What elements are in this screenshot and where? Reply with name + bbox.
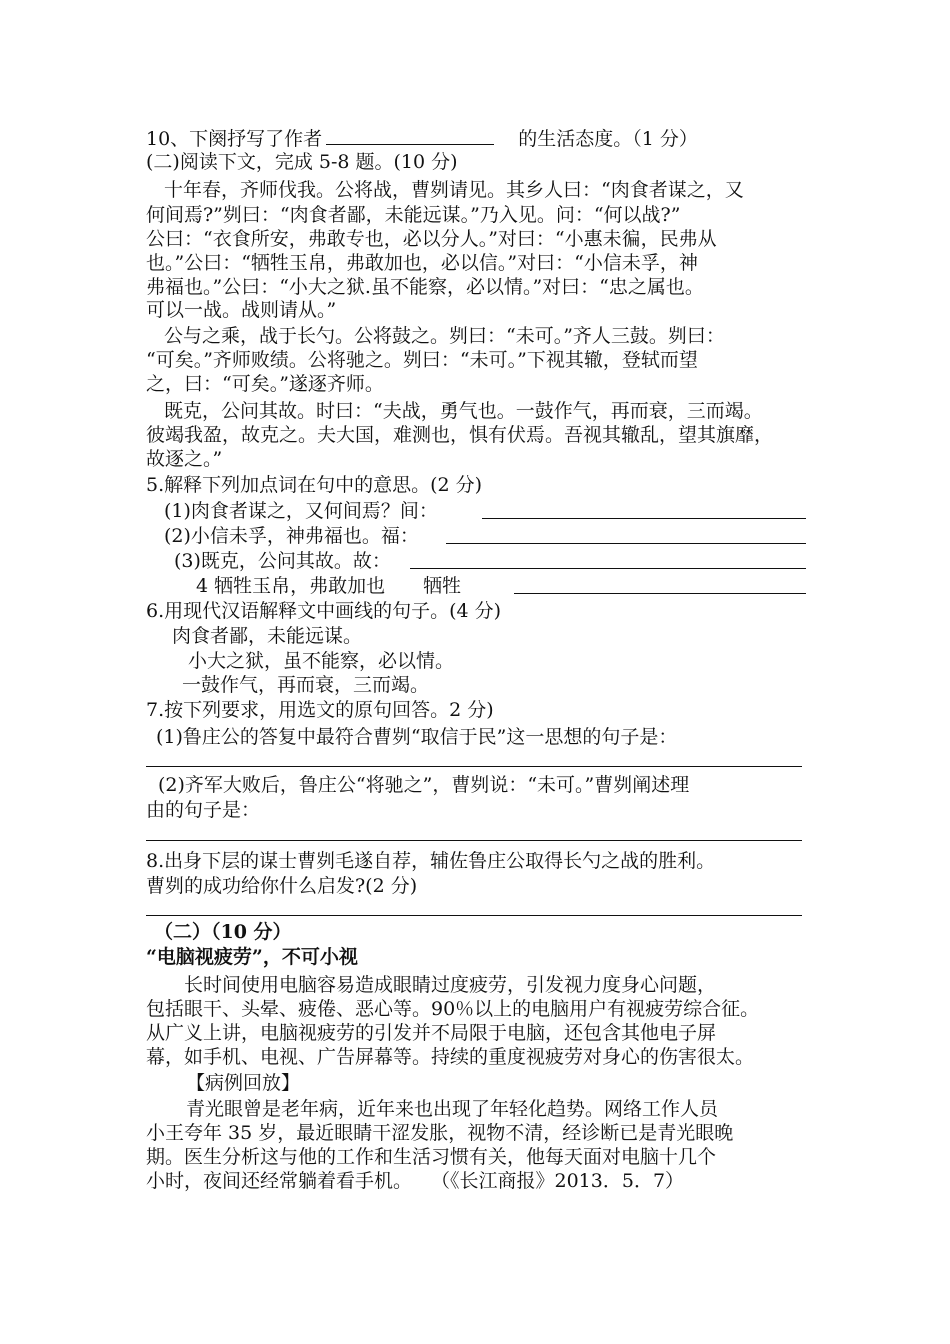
q10-answer-blank[interactable] xyxy=(326,126,494,145)
article-line: 包括眼干、头晕、疲倦、恶心等。90％以上的电脑用户有视疲劳综合征。 xyxy=(146,998,760,1020)
article-line: 青光眼曾是老年病，近年来也出现了年轻化趋势。网络工作人员 xyxy=(186,1098,719,1120)
passage-line: 公曰：“衣食所安，弗敢专也，必以分人。”对曰：“小惠未徧，民弗从 xyxy=(146,228,717,250)
article-title: “电脑视疲劳”，不可小视 xyxy=(146,946,358,968)
q5-answer-line-2[interactable] xyxy=(446,543,806,544)
q7-heading: 7.按下列要求，用选文的原句回答。2 分) xyxy=(146,699,494,721)
article-line: 幕，如手机、电视、广告屏幕等。持续的重度视疲劳对身心的伤害很太。 xyxy=(146,1046,755,1068)
article-line: 小时，夜间还经常躺着看手机。 （《长江商报》2013．5．7） xyxy=(146,1170,685,1192)
q7-item-2: (2)齐军大败后，鲁庄公“将驰之”，曹刿说：“未可。”曹刿阐述理 xyxy=(158,774,690,796)
q10-tail: 的生活态度。（1 分） xyxy=(518,128,698,150)
q5-answer-line-3[interactable] xyxy=(410,568,806,569)
q5-item-2: (2)小信未孚，神弗福也。福： xyxy=(164,525,419,547)
passage-line: 何间焉?”刿曰：“肉食者鄙，未能远谋。”乃入见。问：“何以战?” xyxy=(146,204,681,226)
q6-heading: 6.用现代汉语解释文中画线的句子。(4 分) xyxy=(146,600,502,622)
passage-line: 公与之乘，战于长勺。公将鼓之。刿曰：“未可。”齐人三鼓。刿曰： xyxy=(164,325,725,347)
q5-heading: 5.解释下列加点词在句中的意思。(2 分) xyxy=(146,474,483,496)
q7-answer-line-1[interactable] xyxy=(146,766,802,767)
q6-sentence-2: 小大之狱，虽不能察，必以情。 xyxy=(188,650,455,672)
article-line: 从广义上讲，电脑视疲劳的引发并不局限于电脑，还包含其他电子屏 xyxy=(146,1022,717,1044)
article-line: 小王夸年 35 岁，最近眼睛干涩发胀，视物不清，经诊断已是青光眼晚 xyxy=(146,1122,734,1144)
q10-line xyxy=(146,126,698,150)
passage-line: 弗福也。”公曰：“小大之狱.虽不能察，必以情。”对曰：“忠之属也。 xyxy=(146,276,704,298)
q5-answer-line-1[interactable] xyxy=(482,518,806,519)
q5-item-1: (1)肉食者谋之，又何间焉？间： xyxy=(164,500,438,522)
q5-item-3: (3)既克，公问其故。故： xyxy=(174,550,391,572)
q8-line-1: 8.出身下层的谋士曹刿毛遂自荐，辅佐鲁庄公取得长勺之战的胜利。 xyxy=(146,850,716,872)
passage-line: 彼竭我盈，故克之。夫大国，难测也，惧有伏焉。吾视其辙乱，望其旗靡， xyxy=(146,424,774,446)
article-line: 长时间使用电脑容易造成眼睛过度疲劳，引发视力度身心问题， xyxy=(184,974,717,996)
q10-text: 10、下阕抒写了作者 xyxy=(146,128,323,150)
passage-line: 也。”公曰：“牺牲玉帛，弗敢加也，必以信。”对曰：“小信未孚，神 xyxy=(146,252,698,274)
q7-item-1: (1)鲁庄公的答复中最符合曹刿“取信于民”这一思想的句子是： xyxy=(156,726,678,748)
passage-line: 可以一战。战则请从。” xyxy=(146,299,337,321)
q7-item-2-cont: 由的句子是： xyxy=(146,799,261,821)
section-2-heading: (二)阅读下文，完成 5-8 题。(10 分) xyxy=(146,151,458,173)
q7-answer-line-2[interactable] xyxy=(146,840,802,841)
article-line: 期。医生分析这与他的工作和生活习惯有关，他每天面对电脑十几个 xyxy=(146,1146,717,1168)
q5-answer-line-4[interactable] xyxy=(514,593,806,594)
q6-sentence-3: 一鼓作气，再而衰，三而竭。 xyxy=(182,674,430,696)
section-3-heading: （二）（10 分） xyxy=(154,921,292,943)
q6-sentence-1: 肉食者鄙，未能远谋。 xyxy=(172,625,363,647)
q5-item-4: 4 牺牲玉帛，弗敢加也 牺牲 xyxy=(196,575,462,597)
passage-line: 既克，公问其故。时曰：“夫战，勇气也。一鼓作气，再而衰，三而竭。 xyxy=(164,400,763,422)
passage-line: 故逐之。” xyxy=(146,448,223,470)
case-review-heading: 【病例回放】 xyxy=(186,1072,301,1094)
q8-line-2: 曹刿的成功给你什么启发?(2 分) xyxy=(146,875,418,897)
passage-line: 之，曰：“可矣。”遂逐齐师。 xyxy=(146,373,384,395)
passage-line: 十年春，齐师伐我。公将战，曹刿请见。其乡人曰：“肉食者谋之，又 xyxy=(164,179,744,201)
passage-line: “可矣。”齐师败绩。公将驰之。刿曰：“未可。”下视其辙，登轼而望 xyxy=(146,349,698,371)
q8-answer-line[interactable] xyxy=(146,915,802,916)
